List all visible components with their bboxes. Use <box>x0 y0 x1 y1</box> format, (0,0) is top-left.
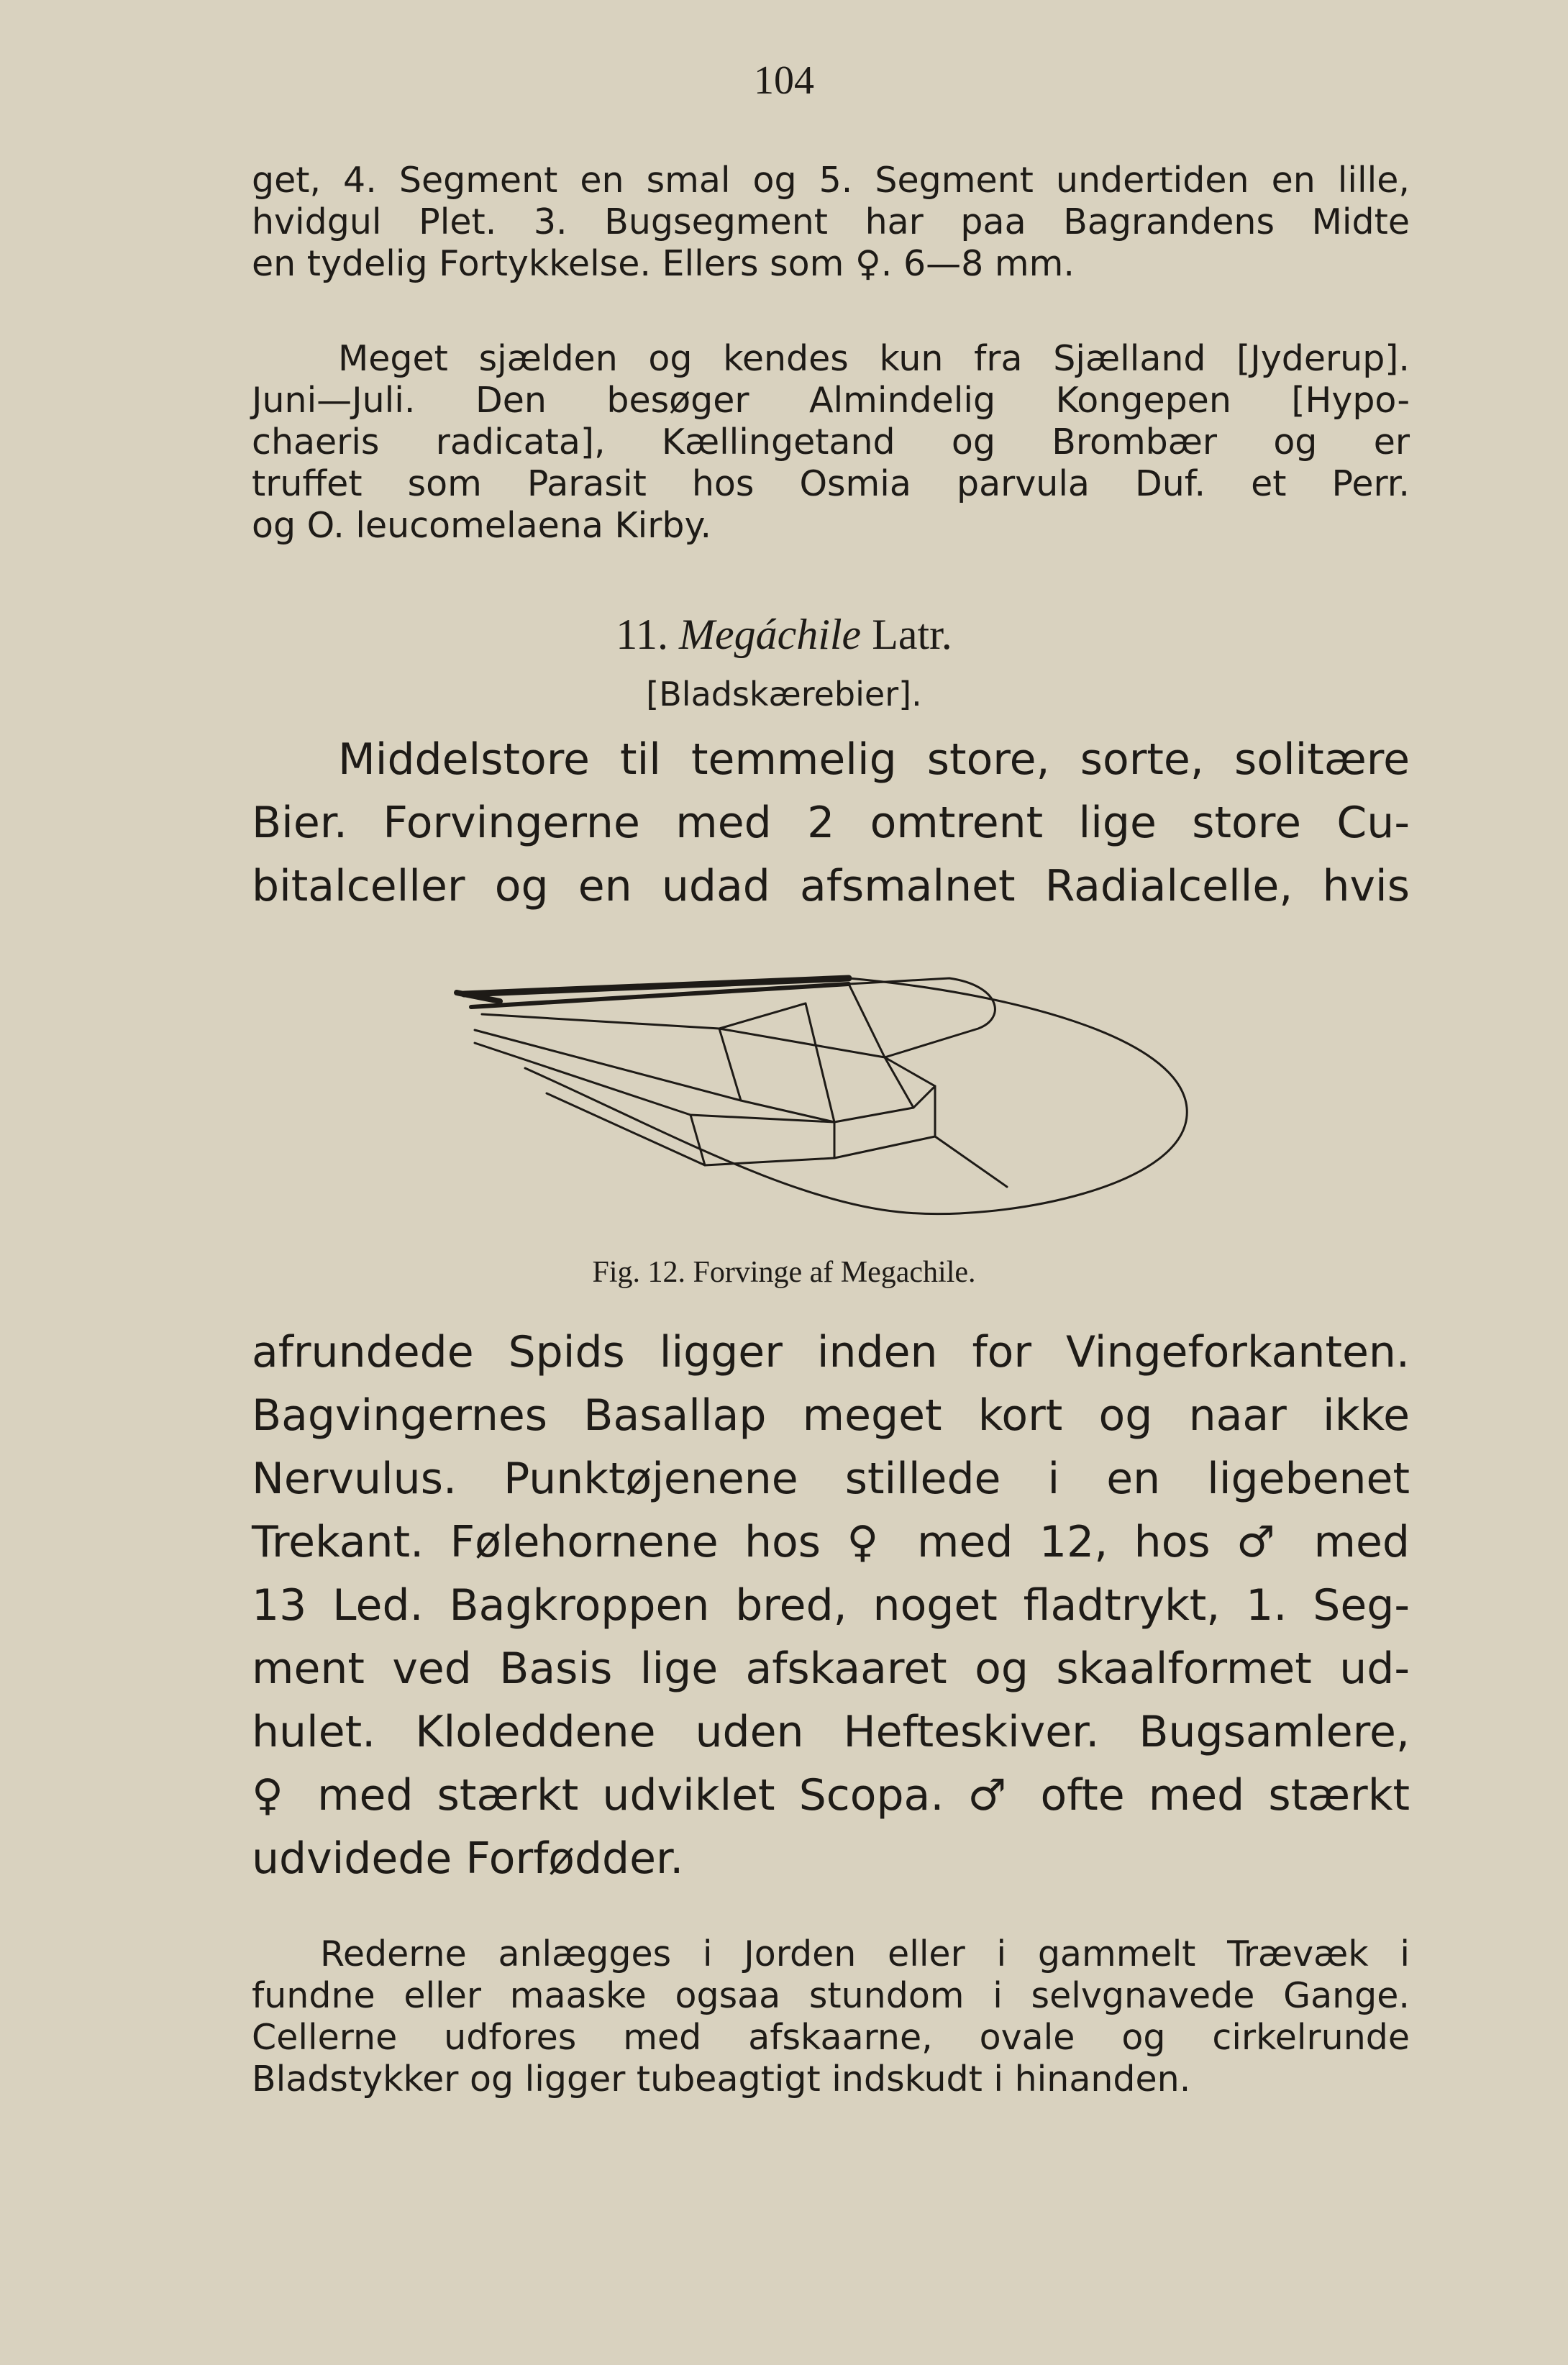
genus-heading <box>0 610 1568 660</box>
text-line: Bladstykker og ligger tubeagtigt indskudt i hinanden. <box>252 2059 1191 2100</box>
wing-illustration <box>432 949 1208 1237</box>
text-line: ment ved Basis lige afskaaret og skaalformet ud- <box>252 1644 1410 1694</box>
genus-number: 11. <box>616 611 668 658</box>
text-line: Bagvingernes Basallap meget kort og naar ikke <box>252 1390 1410 1441</box>
text-line: fundne eller maaske ogsaa stundom i selvgnavede Gange. <box>252 1975 1410 2016</box>
vein <box>935 1136 1007 1187</box>
radial-cell <box>849 978 995 1057</box>
paragraph-1 <box>252 160 1410 285</box>
vein <box>849 984 885 1057</box>
text-line: 13 Led. Bagkroppen bred, noget fladtrykt, 1. Seg- <box>252 1580 1410 1631</box>
text-line: truffet som Parasit hos Osmia parvula Duf. et Perr. <box>252 463 1410 504</box>
genus-subheading: [Bladskærebier]. <box>646 675 922 714</box>
text-line: chaeris radicata], Kællingetand og Brombær og er <box>252 421 1410 462</box>
genus-name: Megáchile <box>678 611 862 658</box>
paragraph-3 <box>252 728 1410 918</box>
text-line: Juni—Juli. Den besøger Almindelig Kongepen [Hypo- <box>252 380 1410 421</box>
text-line: Trekant. Følehornene hos ♀ med 12, hos ♂ med <box>252 1517 1410 1567</box>
text-line: ♀ med stærkt udviklet Scopa. ♂ ofte med stærkt <box>252 1770 1410 1821</box>
text-line: Bier. Forvingerne med 2 omtrent lige store Cu- <box>252 798 1410 848</box>
wing-outline <box>525 978 1187 1214</box>
vein <box>719 1003 806 1029</box>
text-line: hvidgul Plet. 3. Bugsegment har paa Bagrandens Midte <box>252 201 1410 242</box>
figure-caption: Fig. 12. Forvinge af Megachile. <box>592 1256 976 1289</box>
vein <box>547 1093 705 1165</box>
text-line: hulet. Kloleddene uden Hefteskiver. Bugsamlere, <box>252 1707 1410 1757</box>
genus-author: Latr. <box>872 611 952 658</box>
text-line: Nervulus. Punktøjenene stillede i en ligebenet <box>252 1454 1410 1504</box>
vein <box>834 1086 935 1158</box>
vein <box>806 1003 834 1122</box>
text-line: Cellerne udfores med afskaarne, ovale og cirkelrunde <box>252 2017 1410 2058</box>
cubital-vein <box>475 1030 741 1101</box>
paragraph-5 <box>252 1933 1410 2100</box>
text-line: Middelstore til temmelig store, sorte, solitære <box>338 734 1410 785</box>
median-vein <box>482 1014 719 1029</box>
text-line: udvidede Forfødder. <box>252 1833 684 1884</box>
cubital-cells <box>719 1029 913 1122</box>
text-line: Meget sjælden og kendes kun fra Sjælland [Jyderup]. <box>338 338 1410 379</box>
page-number: 104 <box>754 58 814 103</box>
text-line: get, 4. Segment en smal og 5. Segment undertiden en lille, <box>252 160 1410 201</box>
text-line: en tydelig Fortykkelse. Ellers som ♀. 6—8 mm. <box>252 243 1075 284</box>
text-line: afrundede Spids ligger inden for Vingeforkanten. <box>252 1327 1410 1377</box>
text-line: bitalceller og en udad afsmalnet Radialcelle, hvis <box>252 861 1410 911</box>
text-line: og O. leucomelaena Kirby. <box>252 505 712 546</box>
paragraph-4 <box>252 1321 1410 1890</box>
discoidal-cell <box>690 1115 834 1165</box>
text-line: Rederne anlægges i Jorden eller i gammelt Trævæk i <box>320 1933 1410 1974</box>
paragraph-2 <box>252 338 1410 547</box>
